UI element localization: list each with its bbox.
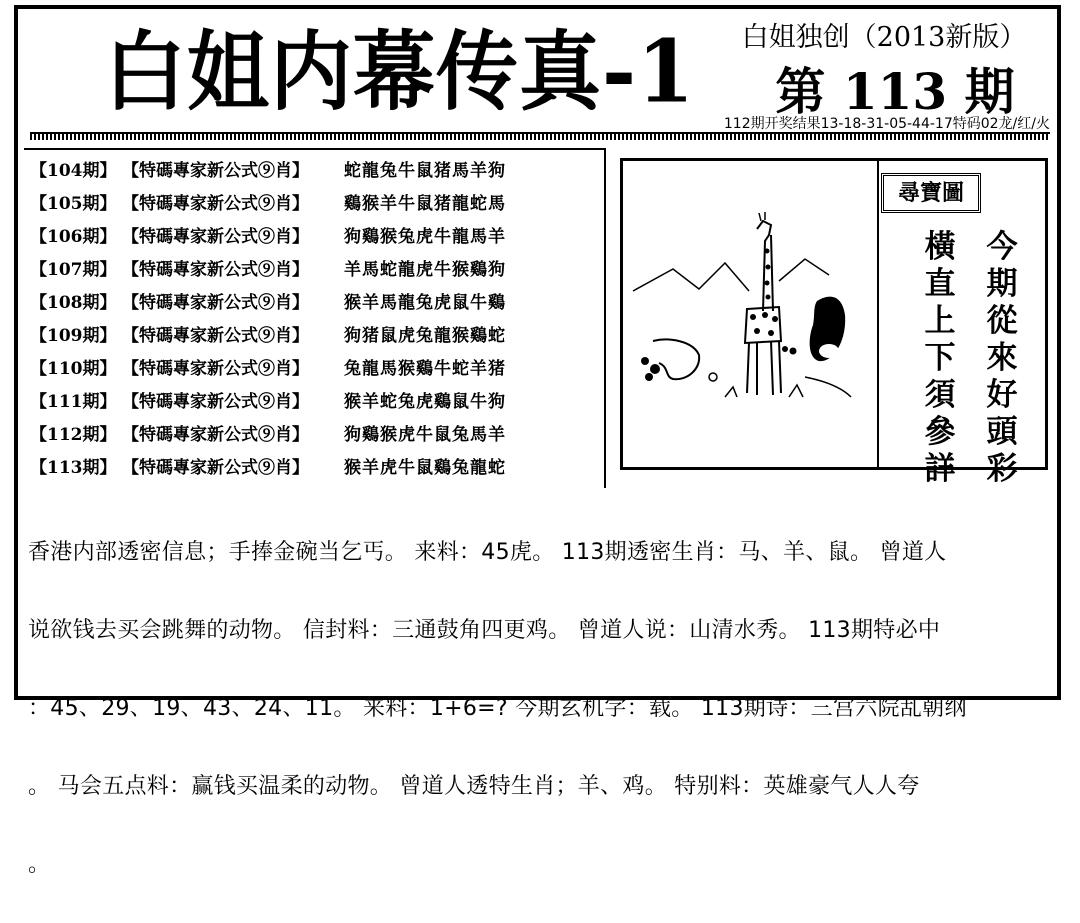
zodiac-list: 猴羊蛇兔虎鷄鼠牛狗 — [344, 392, 506, 412]
formula-label: 【特碼專家新公式⑨肖】 — [122, 161, 309, 181]
info-line: 。 — [28, 852, 51, 877]
history-row — [30, 287, 610, 320]
period-label: 【104期】 — [30, 161, 117, 181]
treasure-map-panel — [620, 158, 1048, 487]
page-title: 白姐内幕传真-1 — [104, 21, 696, 123]
period-label: 【105期】 — [30, 194, 117, 214]
history-row — [30, 353, 610, 386]
period-label: 【108期】 — [30, 293, 117, 313]
zodiac-list: 兔龍馬猴鷄牛蛇羊猪 — [344, 359, 506, 379]
zodiac-list: 蛇龍兔牛鼠猪馬羊狗 — [344, 161, 506, 181]
giraffe-illustration — [629, 191, 869, 441]
history-row — [30, 320, 610, 353]
formula-label: 【特碼專家新公式⑨肖】 — [122, 326, 309, 346]
period-label: 【106期】 — [30, 227, 117, 247]
history-row — [30, 254, 610, 287]
period-label: 【112期】 — [30, 425, 117, 445]
insider-info-text — [28, 494, 1048, 923]
formula-label: 【特碼專家新公式⑨肖】 — [122, 293, 309, 313]
history-row — [30, 452, 610, 485]
period-label: 【113期】 — [30, 458, 117, 478]
edition-subtitle: 白姐独创（2013新版） — [741, 22, 1027, 53]
info-line: ：45、29、19、43、24、11。 来料：1+6=? 今期玄机字：载。 113期诗：三宫六院乱朝纲 — [28, 696, 967, 721]
info-line: 香港内部透密信息；手捧金碗当乞丐。 来料：45虎。 113期透密生肖：马、羊、鼠。 曾道人 — [28, 540, 947, 565]
zodiac-list: 鷄猴羊牛鼠猪龍蛇馬 — [344, 194, 506, 214]
formula-label: 【特碼專家新公式⑨肖】 — [122, 359, 309, 379]
zodiac-list: 狗鷄猴虎牛鼠兔馬羊 — [344, 425, 506, 445]
issue-number: 第 113 期 — [775, 62, 1015, 121]
formula-label: 【特碼專家新公式⑨肖】 — [122, 392, 309, 412]
info-line: 。 马会五点料：赢钱买温柔的动物。 曾道人透特生肖；羊、鸡。 特别料：英雄豪气人人夸 — [28, 774, 920, 799]
riddle-line-2: 橫直上下須參詳 — [924, 229, 956, 487]
divider-rule — [30, 132, 1050, 140]
last-draw-result: 112期开奖结果13-18-31-05-44-17特码02龙/红/火 — [723, 116, 1050, 132]
history-row — [30, 419, 610, 452]
treasure-map-label: 尋寶圖 — [881, 173, 981, 213]
history-row — [30, 221, 610, 254]
info-line: 说欲钱去买会跳舞的动物。 信封料：三通鼓角四更鸡。 曾道人说：山清水秀。 113期特必中 — [28, 618, 941, 643]
period-label: 【111期】 — [30, 392, 117, 412]
formula-label: 【特碼專家新公式⑨肖】 — [122, 227, 309, 247]
history-row — [30, 155, 610, 188]
zodiac-list: 狗猪鼠虎兔龍猴鷄蛇 — [344, 326, 506, 346]
zodiac-list: 猴羊馬龍兔虎鼠牛鷄 — [344, 293, 506, 313]
history-row — [30, 386, 610, 419]
formula-label: 【特碼專家新公式⑨肖】 — [122, 260, 309, 280]
formula-label: 【特碼專家新公式⑨肖】 — [122, 425, 309, 445]
history-row — [30, 188, 610, 221]
period-label: 【109期】 — [30, 326, 117, 346]
period-label: 【110期】 — [30, 359, 117, 379]
formula-label: 【特碼專家新公式⑨肖】 — [122, 458, 309, 478]
treasure-divider — [877, 161, 879, 467]
formula-label: 【特碼專家新公式⑨肖】 — [122, 194, 309, 214]
prediction-history-list — [30, 155, 610, 485]
zodiac-list: 狗鷄猴兔虎牛龍馬羊 — [344, 227, 506, 247]
period-label: 【107期】 — [30, 260, 117, 280]
zodiac-list: 猴羊虎牛鼠鷄兔龍蛇 — [344, 458, 506, 478]
zodiac-list: 羊馬蛇龍虎牛猴鷄狗 — [344, 260, 506, 280]
riddle-line-1: 今期從來好頭彩 — [986, 229, 1018, 487]
